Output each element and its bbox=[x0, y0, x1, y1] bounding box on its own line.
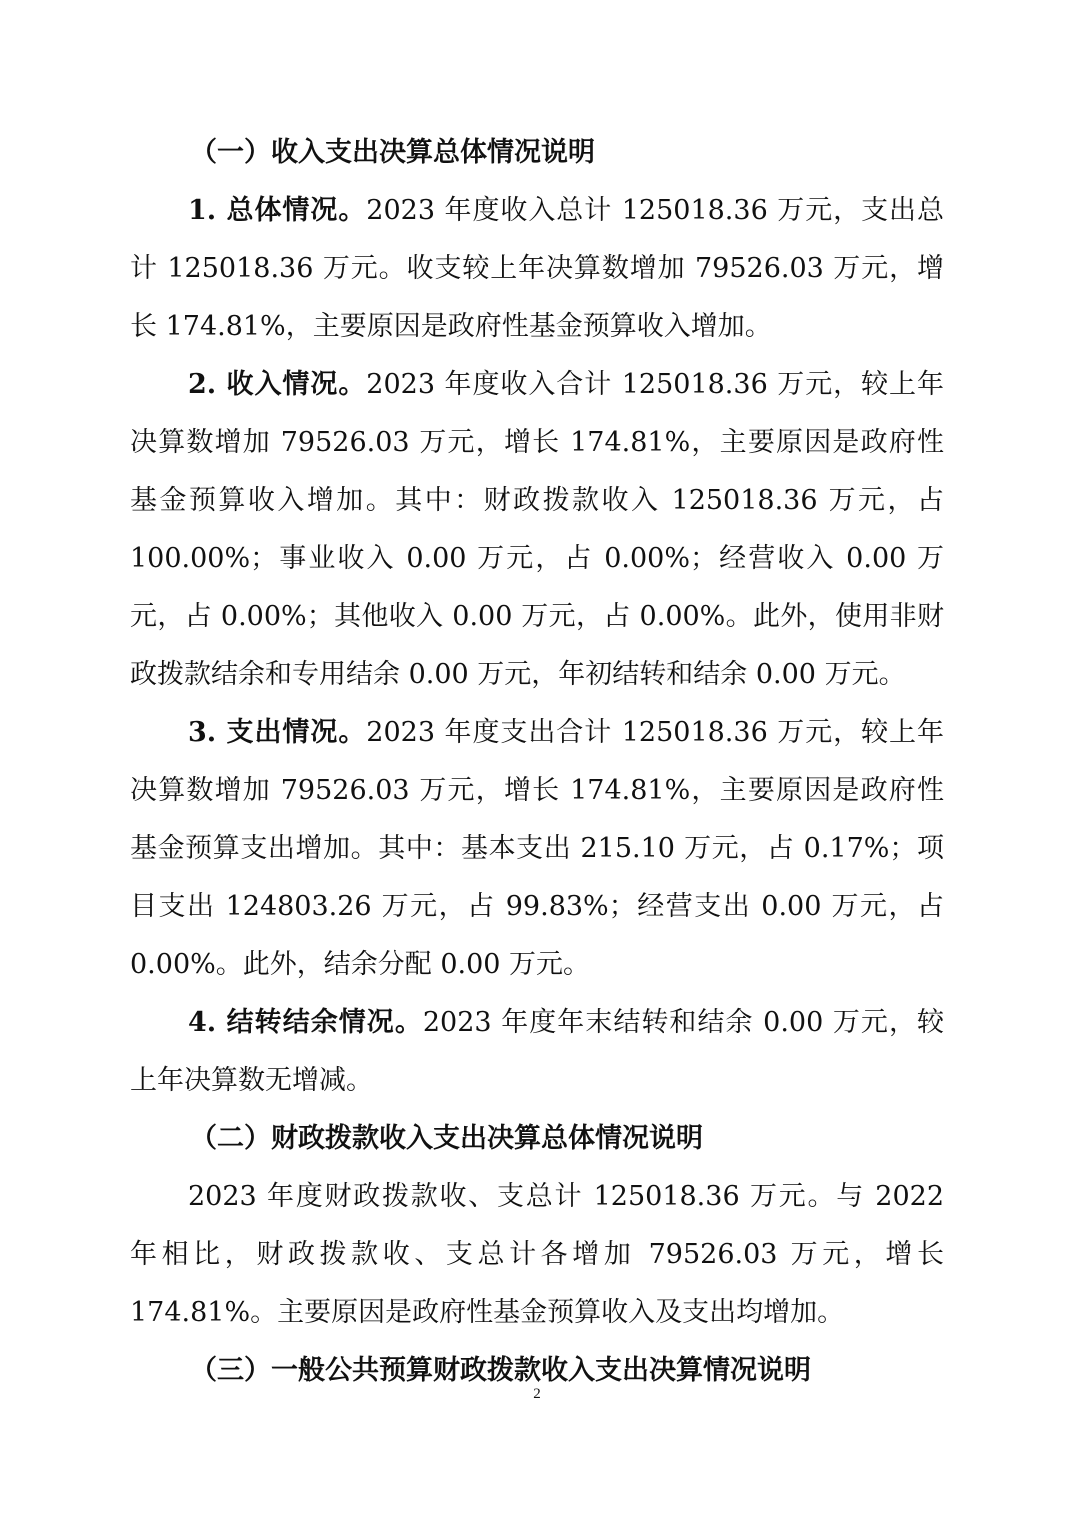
paragraph-lead: 2. 收入情况。 bbox=[188, 369, 367, 400]
paragraph-fiscal-appropriation bbox=[130, 1168, 944, 1342]
page-number: 2 bbox=[533, 1386, 541, 1402]
paragraph-expenditure bbox=[130, 704, 944, 994]
paragraph-carryover bbox=[130, 994, 944, 1110]
paragraph-text: 2023 年度年末结转和结余 0.00 万元，较上年决算数无增减。 bbox=[130, 1007, 944, 1096]
section-heading-3: （三）一般公共预算财政拨款收入支出决算情况说明 bbox=[190, 1355, 811, 1386]
document-page bbox=[130, 124, 944, 1400]
paragraph-text: 2023 年度财政拨款收、支总计 125018.36 万元。与 2022 年相比，财政拨款收、支总计各增加 79526.03 万元，增长 174.81%。主要原因是政府性基金预算收入及支出均增加。 bbox=[130, 1181, 944, 1328]
paragraph-lead: 4. 结转结余情况。 bbox=[188, 1007, 423, 1038]
paragraph-text: 2023 年度收入合计 125018.36 万元，较上年决算数增加 79526.03 万元，增长 174.81%，主要原因是政府性基金预算收入增加。其中：财政拨款收入 125018.36 万元，占 100.00%；事业收入 0.00 万元，占 0.00%；经营收入 0.00 万元，占 0.00%；其他收入 0.00 万元，占 0.00%。此外，使用非财政拨款结余和专用结余 0.00 万元，年初结转和结余 0.00 万元。 bbox=[130, 369, 945, 690]
paragraph-lead: 3. 支出情况。 bbox=[188, 717, 367, 748]
paragraph-lead: 1. 总体情况。 bbox=[188, 195, 367, 226]
paragraph-income bbox=[130, 356, 944, 704]
paragraph-text: 2023 年度收入总计 125018.36 万元，支出总计 125018.36 万元。收支较上年决算数增加 79526.03 万元，增长 174.81%，主要原因是政府性基金预算收入增加。 bbox=[130, 195, 945, 342]
paragraph-text: 2023 年度支出合计 125018.36 万元，较上年决算数增加 79526.03 万元，增长 174.81%，主要原因是政府性基金预算支出增加。其中：基本支出 215.10 万元，占 0.17%；项目支出 124803.26 万元，占 99.83%；经营支出 0.00 万元，占 0.00%。此外，结余分配 0.00 万元。 bbox=[130, 717, 945, 980]
section-heading-2: （二）财政拨款收入支出决算总体情况说明 bbox=[190, 1123, 703, 1154]
paragraph-overall bbox=[130, 182, 944, 356]
section-heading-1: （一）收入支出决算总体情况说明 bbox=[190, 137, 595, 168]
